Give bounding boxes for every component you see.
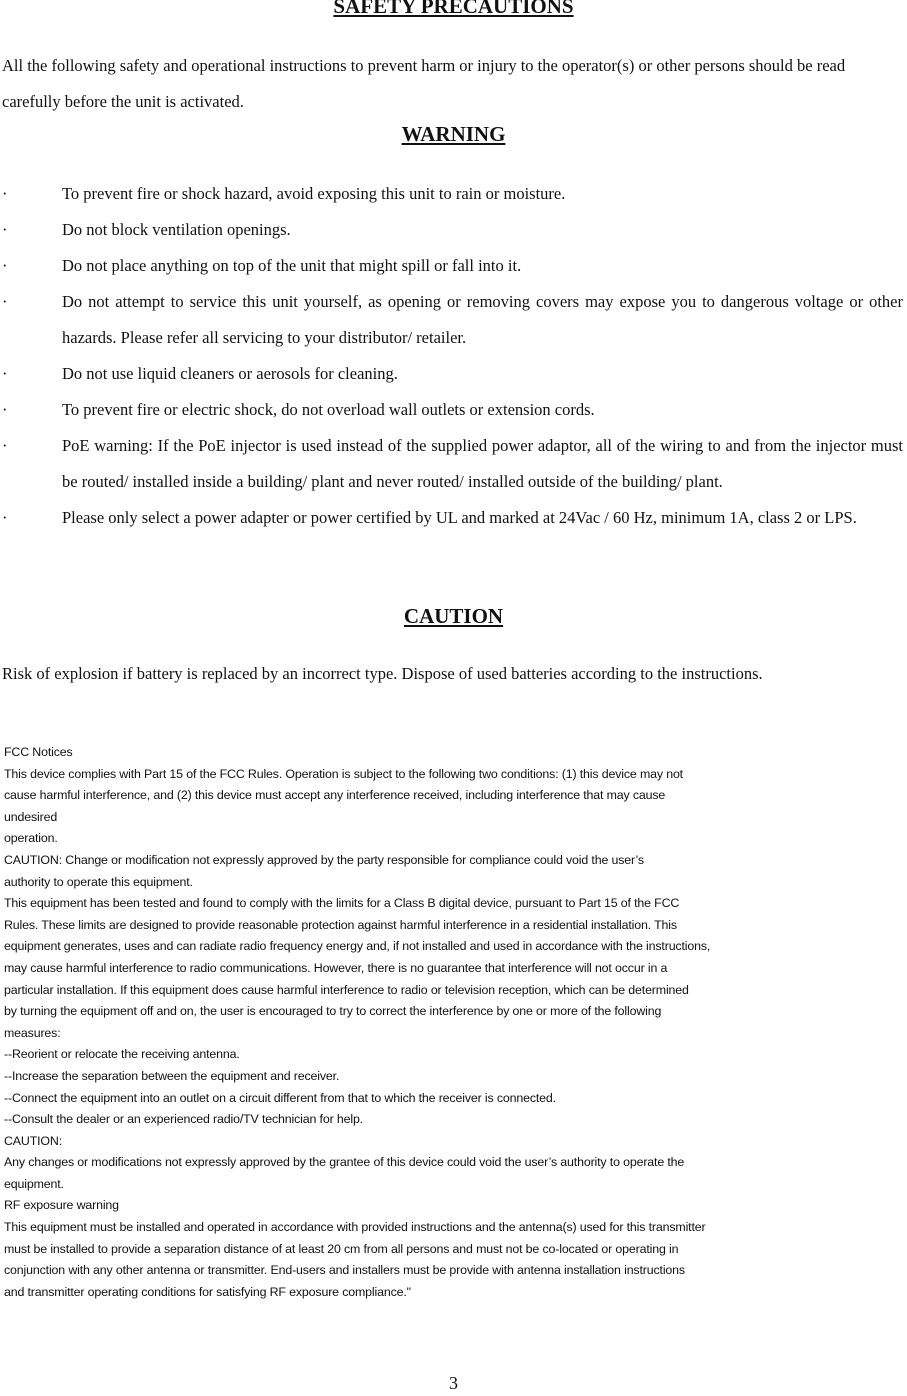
warning-item-text: Do not place anything on top of the unit that might spill or fall into it. bbox=[62, 256, 522, 275]
warning-item bbox=[0, 248, 903, 284]
warning-list bbox=[0, 176, 903, 536]
fcc-line: Any changes or modifications not expressly approved by the grantee of this device could void the user’s authority to operate the bbox=[4, 1155, 685, 1170]
warning-item bbox=[0, 392, 903, 428]
warning-item bbox=[0, 176, 903, 212]
fcc-line: must be installed to provide a separation distance of at least 20 cm from all persons and must not be co-located or operating in bbox=[4, 1241, 679, 1256]
safety-precautions-title: SAFETY PRECAUTIONS bbox=[333, 0, 574, 18]
bullet-dot: · bbox=[2, 292, 8, 311]
fcc-line: RF exposure warning bbox=[4, 1198, 119, 1213]
warning-item-text: Do not attempt to service this unit yourself, as opening or removing covers may expose you to dangerous voltage or other hazards. Please refer all servicing to your distributor/ retailer. bbox=[62, 292, 903, 347]
warning-item-text: Please only select a power adapter or power certified by UL and marked at 24Vac / 60 Hz, minimum 1A, class 2 or LPS. bbox=[62, 508, 857, 527]
warning-item-text: To prevent fire or electric shock, do not overload wall outlets or extension cords. bbox=[62, 400, 595, 419]
warning-item bbox=[0, 284, 903, 356]
fcc-line: This equipment has been tested and found to comply with the limits for a Class B digital device, pursuant to Part 15 of the FCC bbox=[4, 896, 680, 911]
warning-heading: WARNING bbox=[401, 122, 506, 146]
warning-item-text: PoE warning: If the PoE injector is used instead of the supplied power adaptor, all of the wiring to and from the injector must be routed/ installed inside a building/ plant and never routed/ installed outside of the building/ plant. bbox=[62, 436, 903, 491]
fcc-line: FCC Notices bbox=[4, 745, 73, 759]
fcc-line: cause harmful interference, and (2) this device must accept any interference received, including interference that may cause bbox=[4, 788, 666, 803]
warning-item bbox=[0, 428, 903, 500]
page-number: 3 bbox=[449, 1373, 458, 1393]
fcc-line: equipment. bbox=[4, 1176, 64, 1191]
warning-item bbox=[0, 212, 903, 248]
warning-item bbox=[0, 356, 903, 392]
bullet-dot: · bbox=[2, 436, 8, 455]
bullet-dot: · bbox=[2, 400, 8, 419]
bullet-dot: · bbox=[2, 220, 8, 239]
fcc-line: and transmitter operating conditions for satisfying RF exposure compliance." bbox=[4, 1284, 411, 1299]
warning-item-text: To prevent fire or shock hazard, avoid exposing this unit to rain or moisture. bbox=[62, 184, 566, 203]
fcc-line: --Reorient or relocate the receiving antenna. bbox=[4, 1047, 240, 1062]
fcc-line: authority to operate this equipment. bbox=[4, 874, 193, 889]
fcc-line: particular installation. If this equipment does cause harmful interference to radio or television reception, which can be determined bbox=[4, 982, 689, 997]
bullet-dot: · bbox=[2, 184, 8, 203]
fcc-line: --Connect the equipment into an outlet on a circuit different from that to which the receiver is connected. bbox=[4, 1090, 556, 1105]
bullet-dot: · bbox=[2, 364, 8, 383]
caution-paragraph: Risk of explosion if battery is replaced by an incorrect type. Dispose of used batteries according to the instructions. bbox=[2, 664, 763, 683]
fcc-line: This equipment must be installed and operated in accordance with provided instructions and the antenna(s) used for this transmitter bbox=[4, 1220, 706, 1235]
fcc-line: CAUTION: Change or modification not expressly approved by the party responsible for compliance could void the user’s bbox=[4, 852, 644, 867]
fcc-line: may cause harmful interference to radio communications. However, there is no guarantee that interference will not occur in a bbox=[4, 960, 668, 975]
warning-item bbox=[0, 500, 903, 536]
fcc-line: by turning the equipment off and on, the user is encouraged to try to correct the interference by one or more of the following bbox=[4, 1004, 662, 1019]
fcc-line: conjunction with any other antenna or transmitter. End-users and installers must be provide with antenna installation instructions bbox=[4, 1263, 685, 1278]
fcc-line: Rules. These limits are designed to provide reasonable protection against harmful interference in a residential installation. This bbox=[4, 917, 677, 932]
bullet-dot: · bbox=[2, 508, 8, 527]
caution-heading: CAUTION bbox=[403, 604, 504, 628]
fcc-line: measures: bbox=[4, 1025, 61, 1040]
fcc-line: CAUTION: bbox=[4, 1133, 63, 1148]
fcc-line: equipment generates, uses and can radiate radio frequency energy and, if not installed and used in accordance with the instructions, bbox=[4, 939, 711, 954]
fcc-line: --Consult the dealer or an experienced radio/TV technician for help. bbox=[4, 1112, 363, 1127]
warning-item-text: Do not block ventilation openings. bbox=[62, 220, 291, 239]
bullet-dot: · bbox=[2, 256, 8, 275]
fcc-line: undesired bbox=[4, 809, 58, 824]
fcc-line: --Increase the separation between the equipment and receiver. bbox=[4, 1068, 340, 1083]
fcc-line: This device complies with Part 15 of the FCC Rules. Operation is subject to the following two conditions: (1) this device may not bbox=[4, 766, 683, 781]
fcc-line: operation. bbox=[4, 831, 58, 846]
warning-item-text: Do not use liquid cleaners or aerosols for cleaning. bbox=[62, 364, 398, 383]
intro-paragraph: All the following safety and operational instructions to prevent harm or injury to the operator(s) or other persons should be read carefully before the unit is activated. bbox=[2, 56, 846, 111]
fcc-notices-block bbox=[4, 742, 906, 1303]
